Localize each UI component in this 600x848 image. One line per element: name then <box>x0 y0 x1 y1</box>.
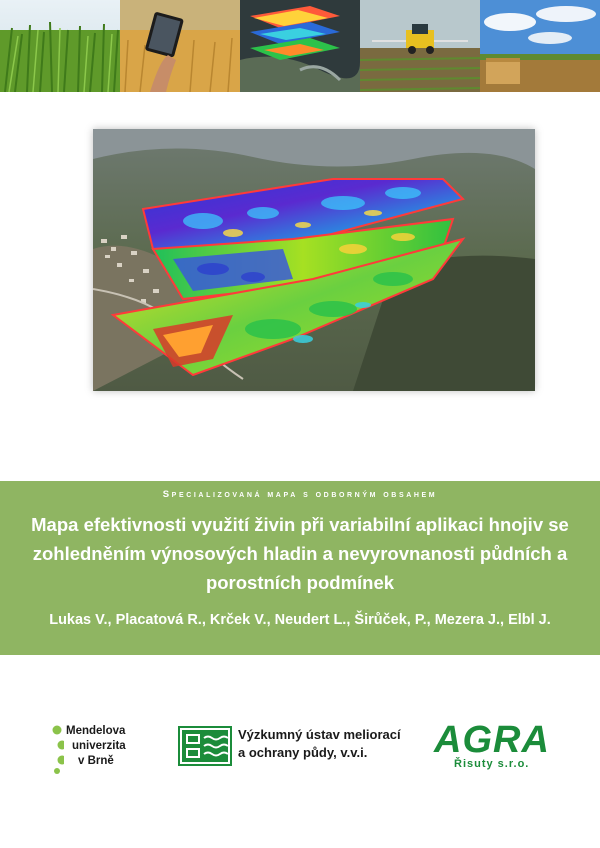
mendel-line: v Brně <box>78 755 114 767</box>
header-photo-strip <box>0 0 600 92</box>
title-line: zohledněním výnosových hladin a nevyrovnanosti půdních a <box>32 543 568 564</box>
title-line: Mapa efektivnosti využití živin při variabilní aplikaci hnojiv se <box>31 514 569 535</box>
wheat-field-photo <box>0 0 120 92</box>
agra-subtitle: Řisuty s.r.o. <box>454 758 530 770</box>
title-line: porostních podmínek <box>205 572 395 593</box>
mendel-logo-text <box>66 724 126 769</box>
vumop-badge-icon <box>178 726 232 766</box>
partner-logos <box>0 712 600 782</box>
mendel-dots-icon <box>50 724 64 774</box>
3d-yield-map-illustration <box>93 129 535 391</box>
hay-bale-field-photo <box>480 0 600 92</box>
mendel-line: univerzita <box>72 740 126 752</box>
vumop-line: Výzkumný ústav meliorací <box>238 727 401 742</box>
agra-risuty-logo <box>434 719 550 774</box>
agra-wordmark: AGRA <box>434 719 550 761</box>
mendel-university-logo <box>50 724 140 774</box>
title-banner <box>0 481 600 655</box>
vumop-logo-text <box>238 726 401 762</box>
document-title <box>20 510 580 597</box>
tablet-in-wheat-photo <box>120 0 240 92</box>
vumop-line: a ochrany půdy, v.v.i. <box>238 745 368 760</box>
mendel-line: Mendelova <box>66 725 126 737</box>
layered-maps-photo <box>240 0 360 92</box>
authors: Lukas V., Placatová R., Krček V., Neudert L., Širůček, P., Mezera J., Elbl J. <box>49 612 551 628</box>
tractor-sprayer-photo <box>360 0 480 92</box>
vumop-logo <box>178 724 408 768</box>
series-label: Specializovaná mapa s odborným obsahem <box>162 489 438 500</box>
